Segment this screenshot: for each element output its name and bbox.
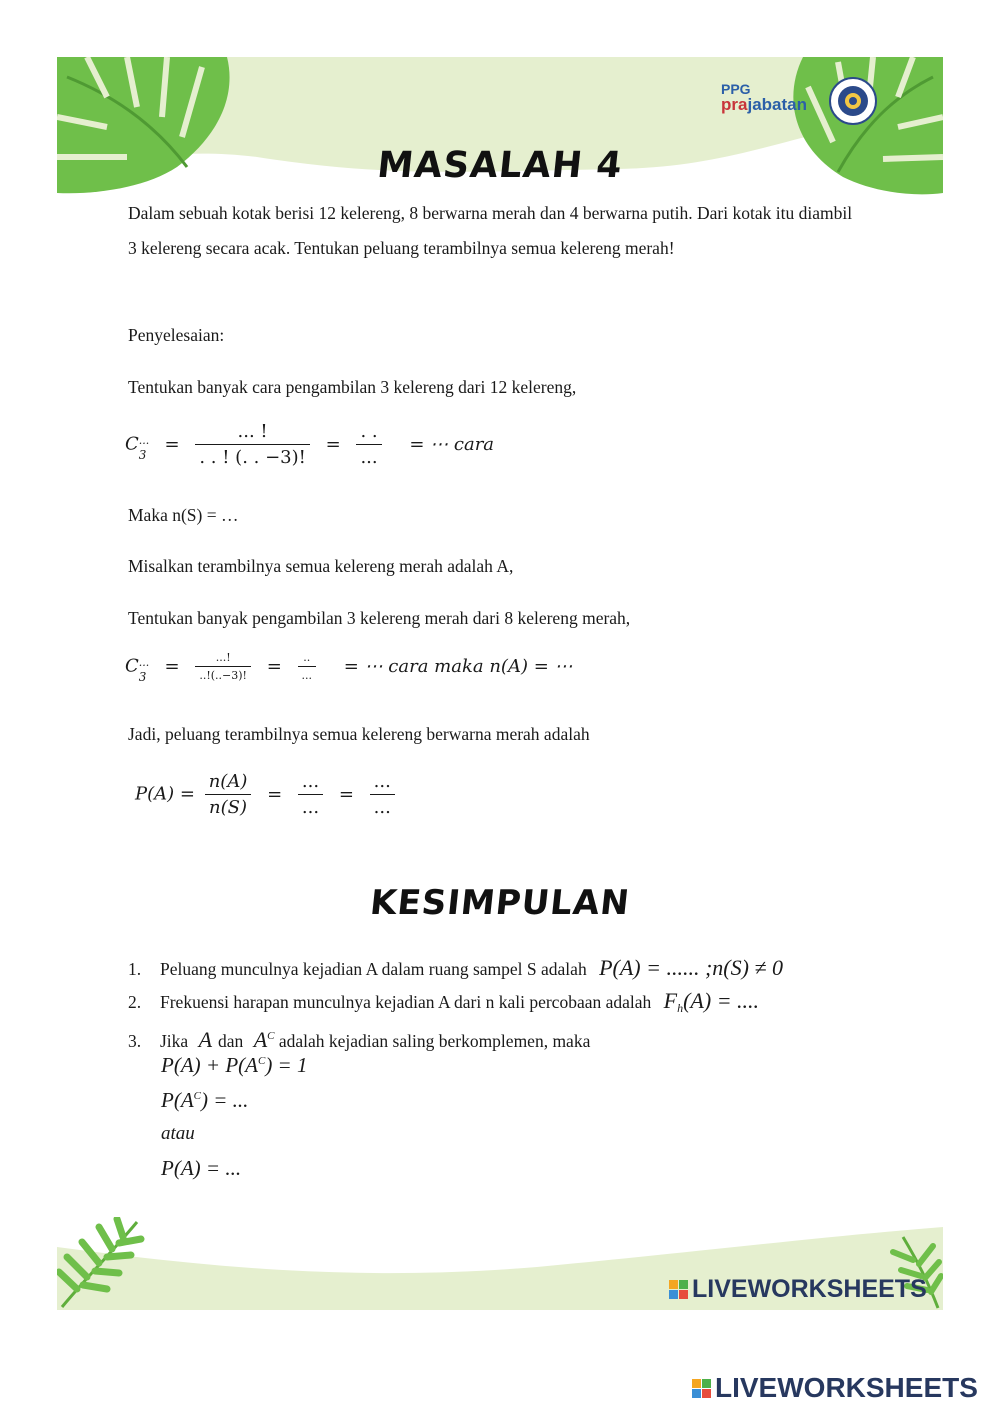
- eq1-result: = ⋯ cara: [409, 433, 495, 455]
- eq1-c: C: [125, 433, 139, 455]
- masalah-title: MASALAH 4: [375, 145, 625, 186]
- conclusion-text: Jadi, peluang terambilnya semua kelereng berwarna merah adalah: [128, 724, 590, 744]
- eq1-denominator-2: ...: [360, 447, 378, 468]
- eq3-denominator: n(S): [209, 797, 247, 818]
- complement-formula: $P(A^C)$ = ...: [161, 1088, 249, 1112]
- eq2-c: C: [125, 655, 139, 677]
- list-item: 2. Frekuensi harapan munculnya kejadian A dari n kali percobaan adalah $F_h(A)$ = ....: [128, 988, 760, 1015]
- eq2-denominator-2: ...: [301, 669, 313, 682]
- eq1-numerator-2: . .: [356, 421, 381, 445]
- eq3-frac3-num: ...: [370, 771, 395, 795]
- eq3-frac2-den: ...: [301, 797, 320, 818]
- liveworksheets-inner-logo: LIVEWORKSHEETS: [669, 1275, 927, 1304]
- eq2-sup: ...: [138, 655, 150, 669]
- eq3-numerator: n(A): [205, 771, 252, 795]
- probability-equation: P(A) = $\frac{n(A)}{n(S)}$ = $\frac{...}{...}$ = $\frac{...}{...}$: [135, 771, 399, 818]
- eq1-denominator: . . ! (. . −3)!: [199, 447, 306, 468]
- step1-text: Tentukan banyak cara pengambilan 3 kelereng dari 12 kelereng,: [128, 377, 577, 397]
- solution-label: Penyelesaian:: [128, 325, 225, 345]
- liveworksheets-icon: [692, 1379, 711, 1398]
- liveworksheets-icon: [669, 1280, 688, 1299]
- logo-ppg-text: PPG: [721, 81, 751, 97]
- probability-a-formula: P(A) = ...: [161, 1156, 242, 1180]
- eq1-numerator: ... !: [195, 421, 310, 445]
- complement-sum-formula: $P(A) + P(A^C) = 1$: [161, 1053, 308, 1077]
- eq1-sup: ...: [138, 433, 150, 447]
- eq3-lhs: P(A) =: [135, 783, 195, 805]
- eq2-sub: 3: [138, 669, 147, 684]
- eq1-sub: 3: [138, 447, 147, 462]
- combination-equation-1: C ... 3 = $\frac{... !}{. . ! (. . -3)!}$ = $\frac{. .}{...}$ = ⋯ cara: [125, 421, 495, 468]
- ns-text: Maka n(S) = …: [128, 505, 239, 525]
- list-item: 3. Jika A dan $A^C$ adalah kejadian saling berkomplemen, maka: [128, 1027, 591, 1052]
- combination-equation-2: C ... 3 = $\frac{...!}{..!(..-3)!}$ = $\frac{..}{...}$ = ⋯ cara maka n(A) = ⋯: [125, 651, 573, 684]
- eq3-frac3-den: ...: [373, 797, 391, 818]
- eq3-frac2-num: ...: [298, 771, 323, 795]
- let-a-text: Misalkan terambilnya semua kelereng merah adalah A,: [128, 556, 514, 576]
- kesimpulan-title: KESIMPULAN: [368, 883, 632, 923]
- worksheet-page: [57, 57, 943, 1310]
- problem-text: Dalam sebuah kotak berisi 12 kelereng, 8 berwarna merah dan 4 berwarna putih. Dari kotak itu diambil 3 kelereng secara acak. Tentukan peluang terambilnya semua kelereng merah!: [128, 203, 853, 258]
- list-item: 1. Peluang munculnya kejadian A dalam ruang sampel S adalah P(A) = ...... ;n(S) ≠ 0: [128, 955, 784, 980]
- university-seal-icon: [829, 77, 877, 125]
- eq2-denominator: ..!(..−3)!: [199, 669, 247, 682]
- eq2-numerator-2: ..: [298, 651, 317, 667]
- atau-text: atau: [161, 1123, 195, 1144]
- ppg-prajabatan-logo: [721, 81, 821, 121]
- step2-text: Tentukan banyak pengambilan 3 kelereng merah dari 8 kelereng merah,: [128, 608, 631, 628]
- eq2-numerator: ...!: [195, 651, 251, 667]
- liveworksheets-watermark-logo: LIVEWORKSHEETS: [692, 1372, 978, 1404]
- logo-prajabatan-text: prajabatan: [721, 95, 807, 114]
- eq2-result: = ⋯ cara maka n(A) = ⋯: [343, 655, 573, 677]
- palm-leaf-left-icon: [57, 1217, 147, 1310]
